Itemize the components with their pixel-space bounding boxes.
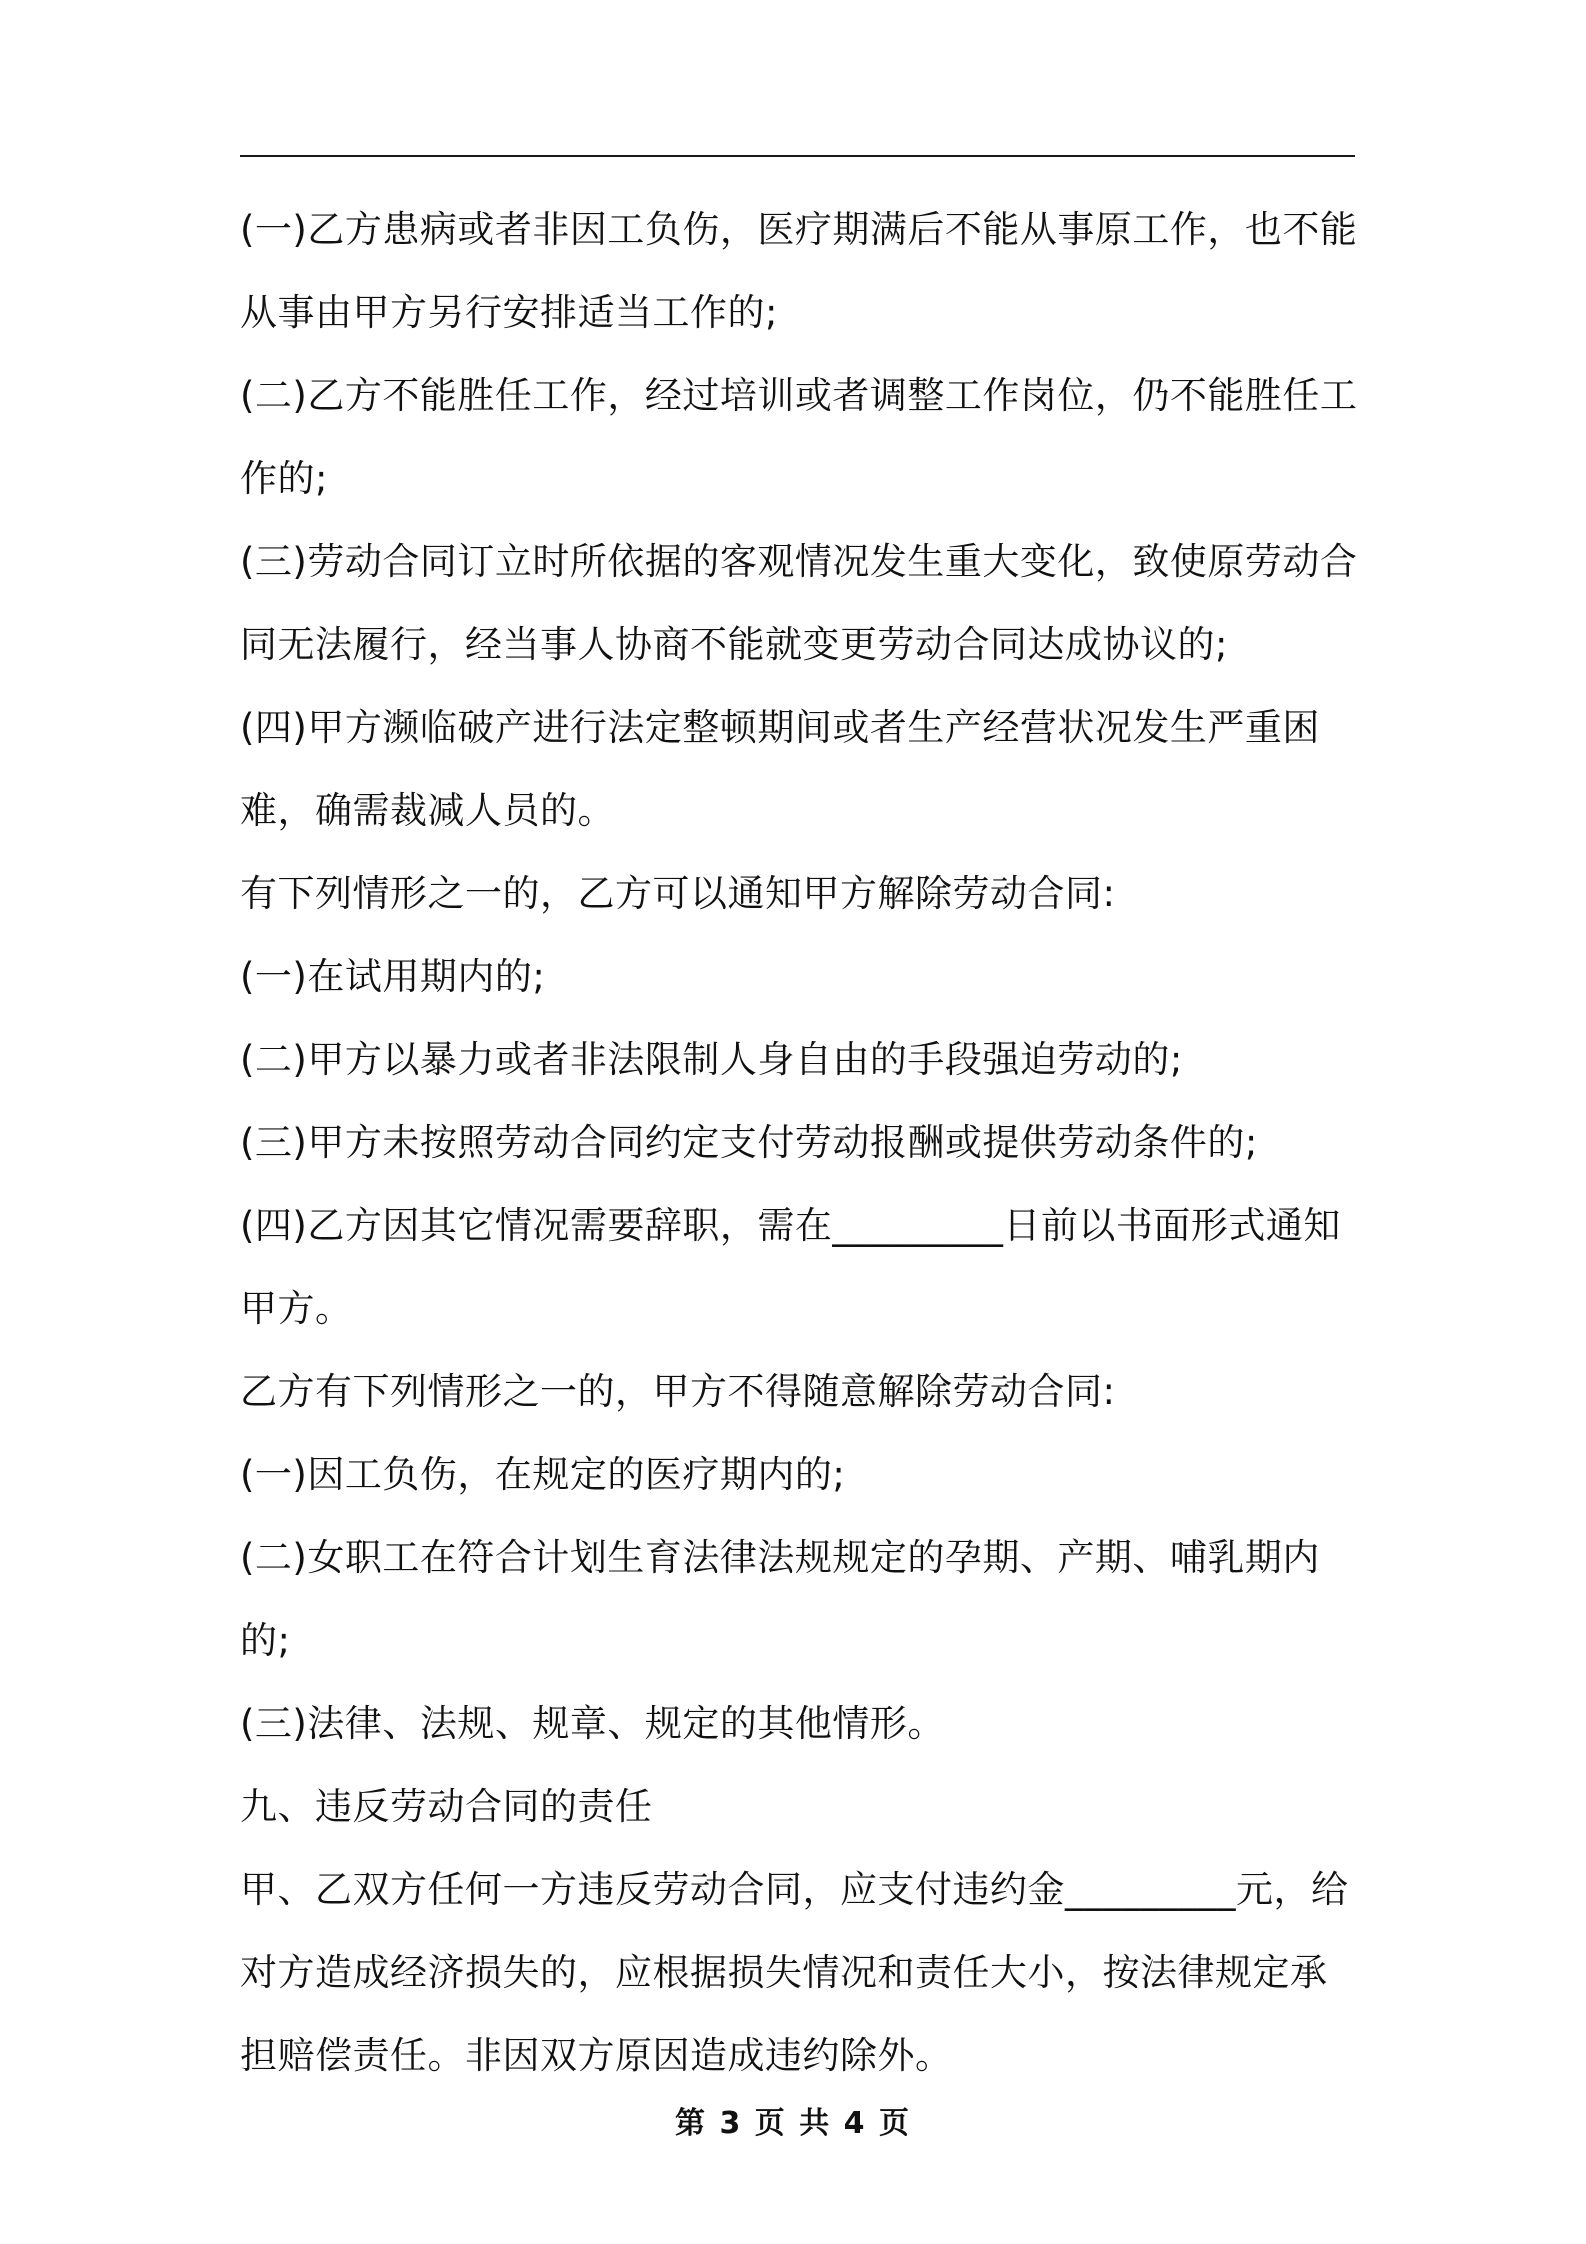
page-number-footer: 第 3 页 共 4 页 (675, 2106, 911, 2141)
paragraph-protection-clause-3: (三)法律、法规、规章、规定的其他情形。 (240, 1702, 945, 1745)
paragraph-protection-clause-2: (二)女职工在符合计划生育法律法规规定的孕期、产期、哺乳期内的; (240, 1536, 1320, 1662)
paragraph-protection-heading: 乙方有下列情形之一的，甲方不得随意解除劳动合同: (240, 1370, 1116, 1413)
paragraph-employee-termination-heading: 有下列情形之一的，乙方可以通知甲方解除劳动合同: (240, 872, 1116, 915)
paragraph-clause-1: (一)乙方患病或者非因工负伤，医疗期满后不能从事原工作，也不能从事由甲方另行安排适当工作的; (240, 208, 1358, 334)
header-divider (240, 155, 1355, 157)
section-heading-liability: 九、违反劳动合同的责任 (240, 1785, 653, 1828)
paragraph-employee-clause-4: (四)乙方因其它情况需要辞职，需在_________日前以书面形式通知甲方。 (240, 1204, 1341, 1330)
paragraph-employee-clause-1: (一)在试用期内的; (240, 955, 546, 998)
paragraph-clause-2: (二)乙方不能胜任工作，经过培训或者调整工作岗位，仍不能胜任工作的; (240, 374, 1358, 500)
paragraph-liability: 甲、乙双方任何一方违反劳动合同，应支付违约金_________元，给对方造成经济损失的，应根据损失情况和责任大小，按法律规定承担赔偿责任。非因双方原因造成违约除外。 (240, 1868, 1349, 2077)
paragraph-protection-clause-1: (一)因工负伤，在规定的医疗期内的; (240, 1453, 846, 1496)
document-body (240, 188, 1360, 2097)
paragraph-employee-clause-2: (二)甲方以暴力或者非法限制人身自由的手段强迫劳动的; (240, 1038, 1183, 1081)
paragraph-clause-4: (四)甲方濒临破产进行法定整顿期间或者生产经营状况发生严重困难，确需裁减人员的。 (240, 706, 1320, 832)
paragraph-clause-3: (三)劳动合同订立时所依据的客观情况发生重大变化，致使原劳动合同无法履行，经当事人协商不能就变更劳动合同达成协议的; (240, 540, 1358, 666)
paragraph-employee-clause-3: (三)甲方未按照劳动合同约定支付劳动报酬或提供劳动条件的; (240, 1121, 1258, 1164)
